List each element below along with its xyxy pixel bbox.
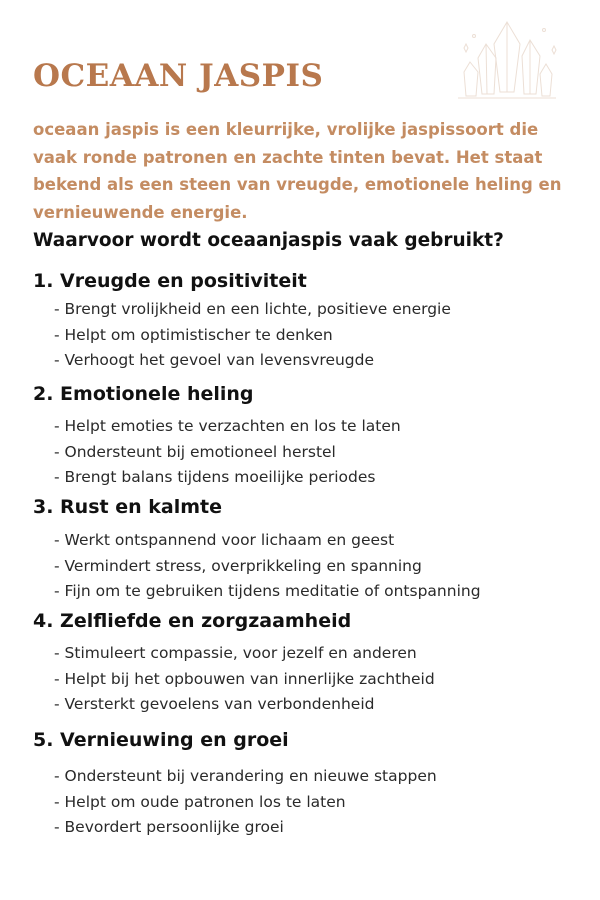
list-item: - Helpt emoties te verzachten en los te laten [54,414,401,440]
section-list-rust [54,528,481,605]
section-list-heling [54,414,401,491]
list-item: - Werkt ontspannend voor lichaam en geest [54,528,481,554]
list-item: - Vermindert stress, overprikkeling en spanning [54,554,481,580]
list-item: - Brengt balans tijdens moeilijke periodes [54,465,401,491]
list-item: - Helpt om oude patronen los te laten [54,790,437,816]
intro-paragraph: oceaan jaspis is een kleurrijke, vrolijke jaspissoort die vaak ronde patronen en zachte tinten bevat. Het staat bekend als een steen van vreugde, emotionele heling en vernieuwende energie. [33,120,562,222]
page-title: OCEAAN JASPIS [33,58,324,94]
section-list-zelfliefde [54,641,435,718]
list-item: - Helpt om optimistischer te denken [54,323,451,349]
list-item: - Helpt bij het opbouwen van innerlijke zachtheid [54,667,435,693]
list-item: - Bevordert persoonlijke groei [54,815,437,841]
list-item: - Ondersteunt bij verandering en nieuwe stappen [54,764,437,790]
usage-question-heading: Waarvoor wordt oceaanjaspis vaak gebruikt? [33,230,504,251]
section-title-vreugde: 1. Vreugde en positiviteit [33,270,307,292]
section-title-rust: 3. Rust en kalmte [33,496,222,518]
list-item: - Ondersteunt bij emotioneel herstel [54,440,401,466]
section-list-vreugde [54,297,451,374]
list-item: - Brengt vrolijkheid en een lichte, positieve energie [54,297,451,323]
list-item: - Stimuleert compassie, voor jezelf en anderen [54,641,435,667]
list-item: - Verhoogt het gevoel van levensvreugde [54,348,451,374]
list-item: - Versterkt gevoelens van verbondenheid [54,692,435,718]
section-title-heling: 2. Emotionele heling [33,383,254,405]
list-item: - Fijn om te gebruiken tijdens meditatie of ontspanning [54,579,481,605]
section-title-vernieuwing: 5. Vernieuwing en groei [33,729,289,751]
section-list-vernieuwing [54,764,437,841]
crystal-cluster-icon [452,14,562,114]
section-title-zelfliefde: 4. Zelfliefde en zorgzaamheid [33,610,352,632]
